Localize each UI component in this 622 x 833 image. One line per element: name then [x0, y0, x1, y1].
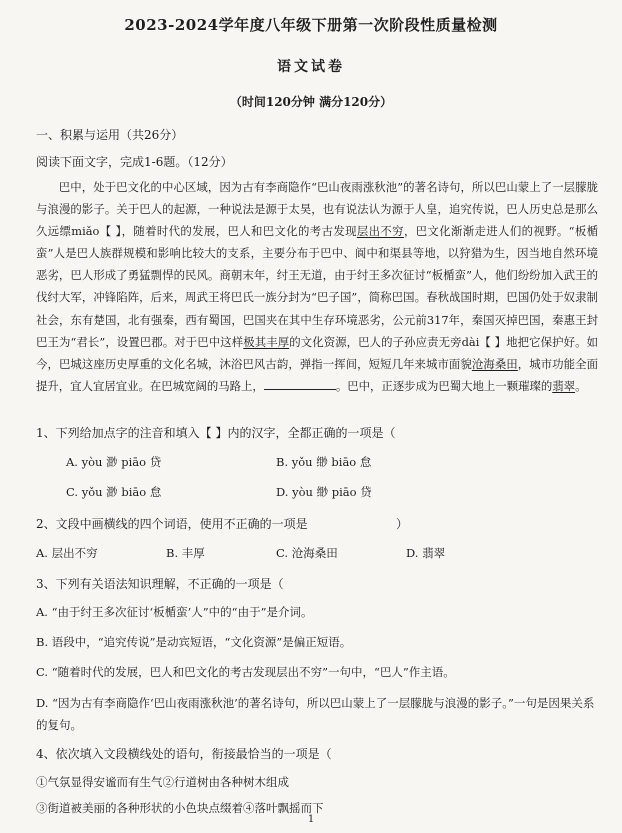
fill-blank[interactable] — [264, 377, 336, 390]
q1-option-c[interactable]: C. yǒu 渺 biāo 怠 — [66, 485, 162, 499]
q3-option-c[interactable]: C. “随着时代的发展，巴人和巴文化的考古发现层出不穷”一句中，“巴人”作主语。 — [36, 665, 455, 679]
q3-option-d[interactable]: D. “因为古有李商隐作‘巴山夜雨涨秋池’的著名诗句，所以巴山蒙上了一层朦胧与浪漫的影子。”一句是因果关系的复句。 — [36, 696, 595, 732]
page-number: 1 — [307, 814, 315, 825]
q3-option-b[interactable]: B. 语段中，“追究传说”是动宾短语，“文化资源”是偏正短语。 — [36, 635, 352, 649]
underlined-word-3: 沧海桑田 — [471, 356, 518, 371]
underlined-word-1: 层出不穷 — [356, 224, 404, 239]
passage-text: 巴中，处于巴文化的中心区域，因为古有李商隐作“巴山夜雨涨秋池”的著名诗句，所以巴山蒙上了一层朦胧与浪漫的影子。关于巴人的起源，一种说法是源于太昊，也有说法认为源于人皇，追究传说，巴人历史总是那么久远缥miǎo【 】，随着时代的发展，巴人和巴文化的考古发现 — [36, 180, 598, 239]
q3-option-a[interactable]: A. “由于纣王多次征讨‘板楯蛮’人”中的“由于”是介词。 — [36, 605, 313, 619]
passage-text: 。 — [575, 378, 587, 393]
q4-statements-2: ③街道被美丽的各种形状的小色块点缀着④落叶飘摇而下 — [36, 801, 324, 815]
q4-statements-1: ①气氛显得安谧而有生气②行道树由各种树木组成 — [36, 775, 289, 789]
exam-title: 2023-2024学年度八年级下册第一次阶段性质量检测 — [124, 16, 498, 34]
time-info: （时间120分钟 满分120分） — [229, 95, 393, 109]
q1-option-a[interactable]: A. yòu 渺 piāo 贷 — [66, 455, 162, 469]
passage-text: 的文化资源，巴人的子孙应责无旁dài【 】地把它保护好。如今，巴城这座历史厚重的文化名城，沐浴巴风古韵，弹指一挥间，短短几年来城市面貌 — [36, 334, 598, 371]
underlined-word-4: 翡翠 — [552, 378, 576, 393]
q1-option-b[interactable]: B. yǒu 缈 biāo 怠 — [276, 455, 372, 469]
question-2-close: ） — [396, 517, 409, 531]
question-2: 2、文段中画横线的四个词语，使用不正确的一项是 — [36, 517, 308, 531]
passage-text: 。巴中，正逐步成为巴蜀大地上一颗璀璨的 — [335, 378, 553, 393]
question-3: 3、下列有关语法知识理解，不正确的一项是（ — [36, 577, 284, 591]
passage-text: ，巴文化渐渐走进人们的视野。“板楯蛮”人是巴人族群规模和影响比较大的支系，主要分布于巴中、阆中和渠县等地，以狩猎为生，因当地自然环境恶劣，巴人形成了勇猛剽悍的民风。商朝末年，纣王无道，由于纣王多次征讨“板楯蛮”人，他们纷纷加入武王的伐纣大军，冲锋陷阵，后来，周武王将巴氏一族分封为“巴子国”，简称巴国。春秋战国时期，巴国仍处于奴隶制社会，东有楚国，北有强秦，西有蜀国，巴国夹在其中生存环境恶劣，公元前317年，秦国灭掉巴国，秦惠王封巴王为“君长”，设置巴郡。对于巴中这样 — [36, 224, 598, 349]
q2-option-c[interactable]: C. 沧海桑田 — [276, 546, 338, 560]
q2-option-a[interactable]: A. 层出不穷 — [36, 546, 98, 560]
q1-option-d[interactable]: D. yòu 缈 piāo 贷 — [276, 485, 372, 499]
section-intro: 阅读下面文字，完成1-6题。（12分） — [36, 155, 233, 169]
passage-text: ，城市功能全面提升，宜人宜居宜业。在巴城宽阔的马路上， — [36, 356, 598, 393]
underlined-word-2: 极其丰厚 — [243, 334, 290, 349]
exam-subtitle: 语文试卷 — [277, 59, 345, 75]
q2-option-b[interactable]: B. 丰厚 — [166, 546, 205, 560]
section-heading: 一、积累与运用（共26分） — [36, 128, 184, 142]
question-1: 1、下列给加点字的注音和填入【 】内的汉字，全都正确的一项是（ — [36, 426, 396, 440]
q2-option-d[interactable]: D. 翡翠 — [406, 546, 446, 560]
reading-passage — [36, 176, 598, 397]
question-4: 4、依次填入文段横线处的语句，衔接最恰当的一项是（ — [36, 747, 332, 761]
